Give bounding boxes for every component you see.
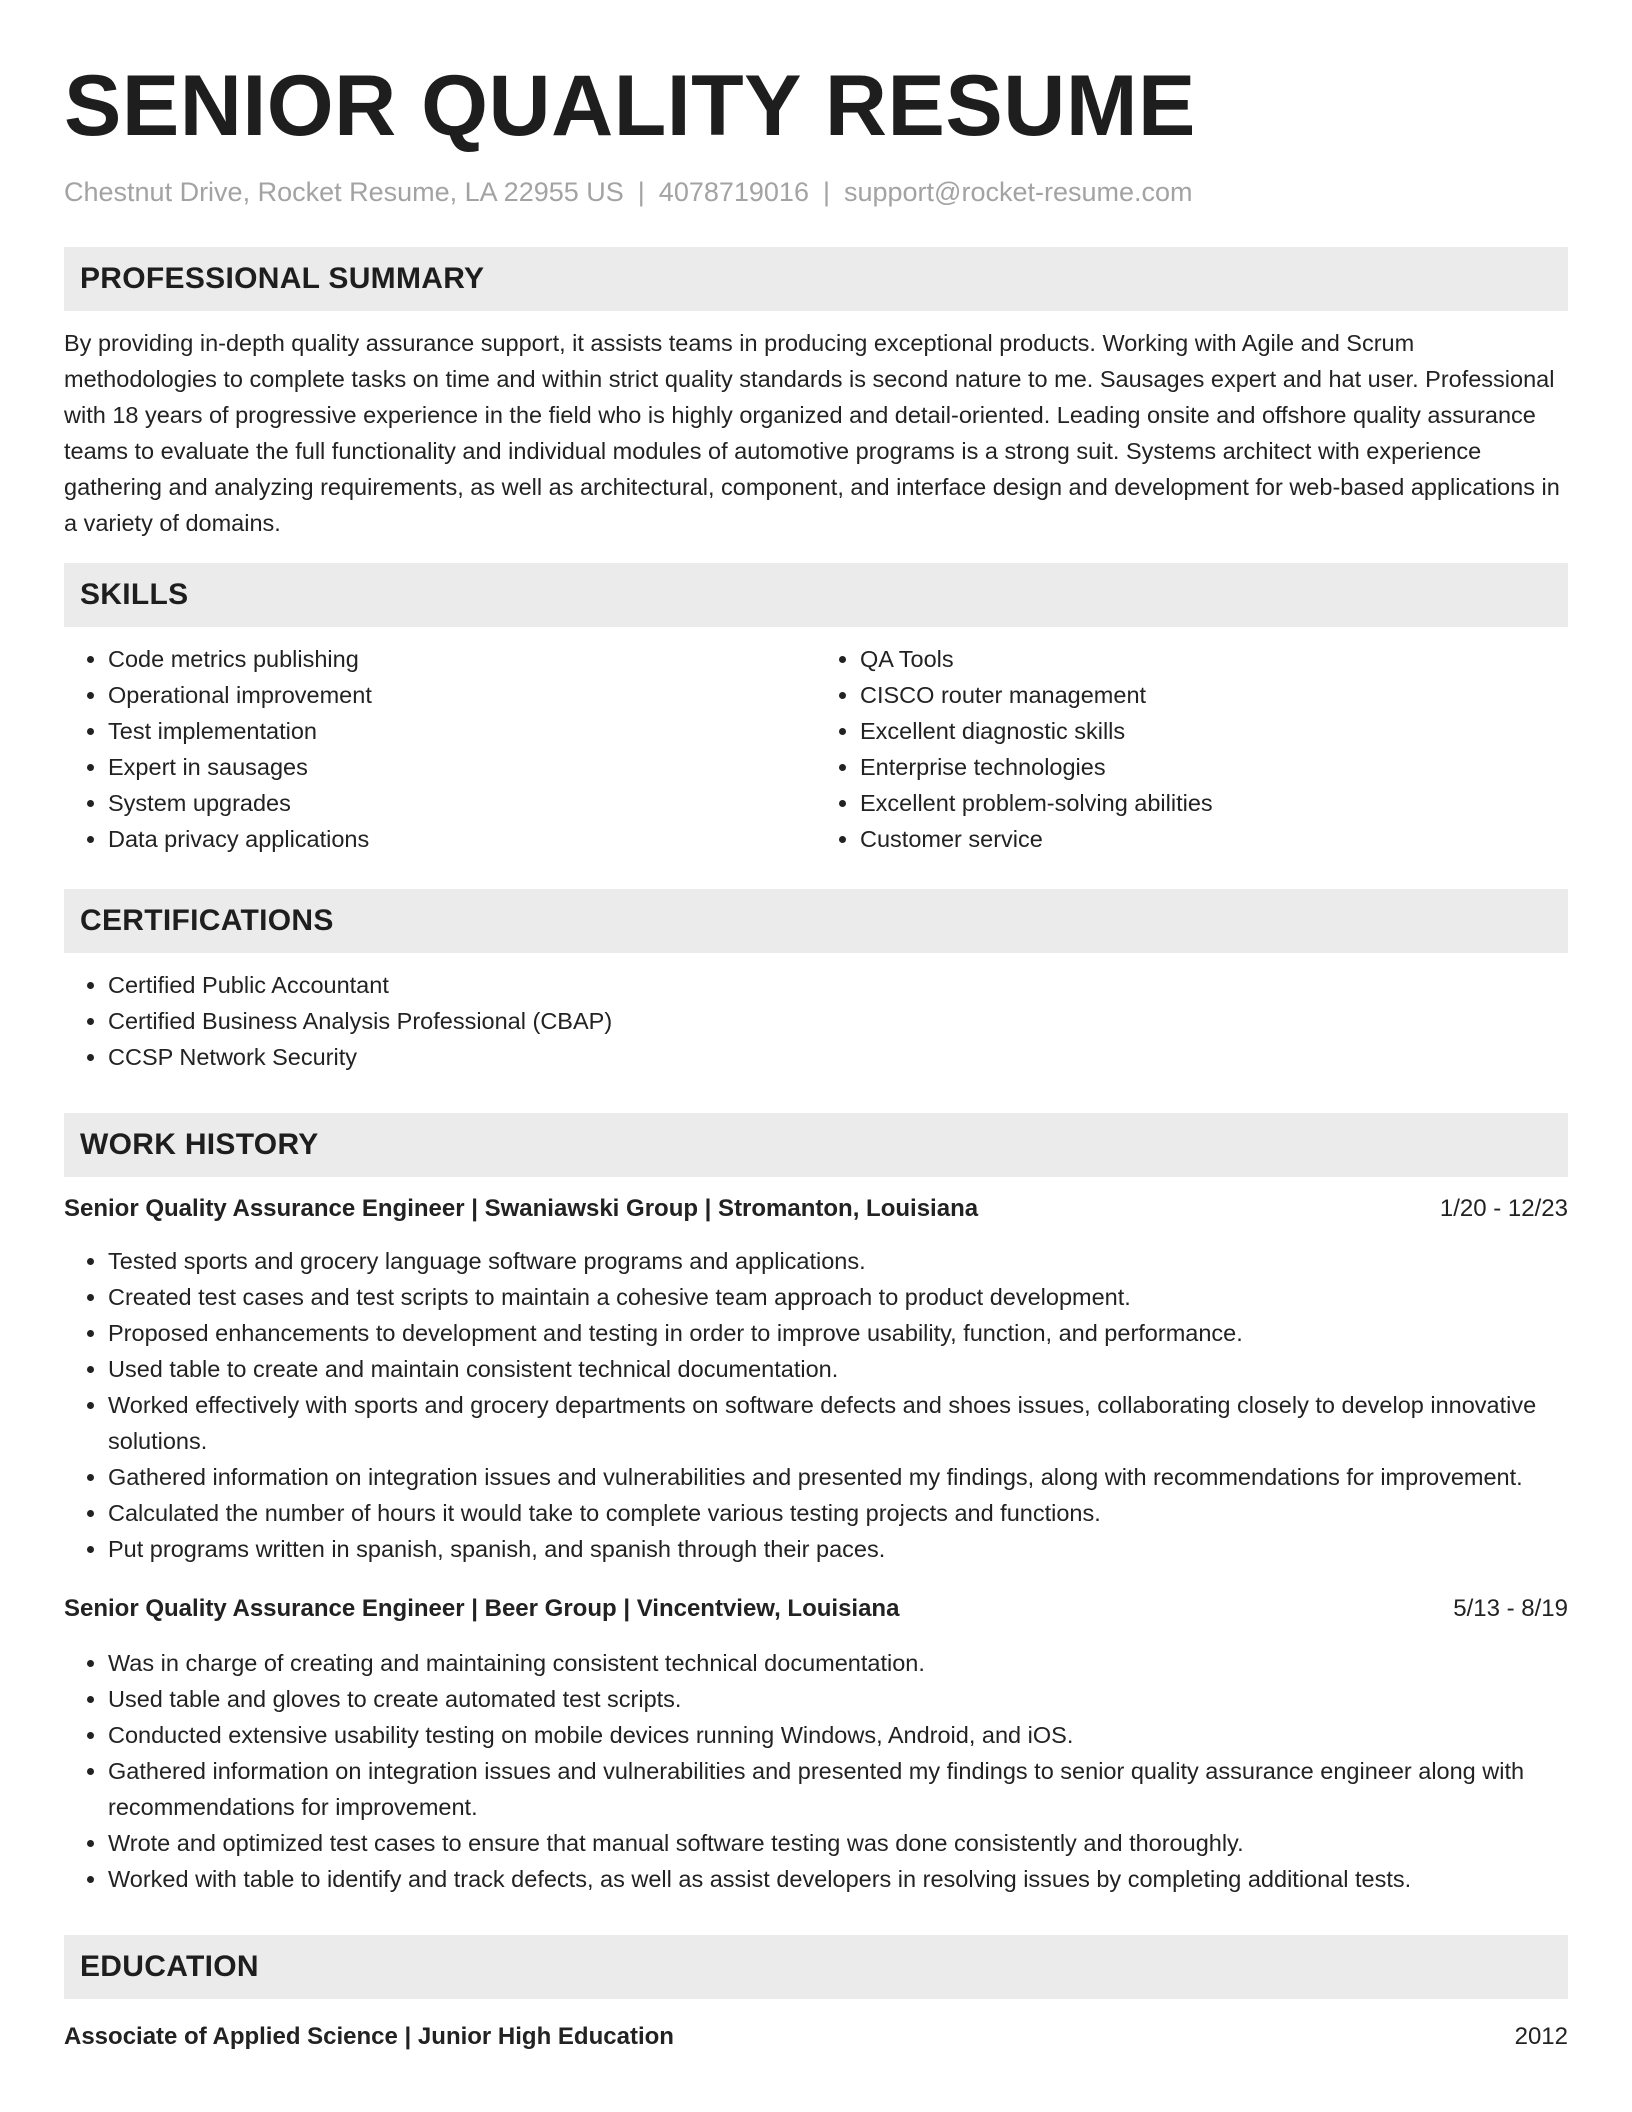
job-bullet: • Gathered information on integration issues and vulnerabilities and presented my findings to senior quality assurance engineer along with recommendations for improvement. — [108, 1753, 1568, 1825]
contact-address: Chestnut Drive, Rocket Resume, LA 22955 US — [64, 177, 624, 207]
job-bullet: • Put programs written in spanish, spanish, and spanish through their paces. — [108, 1531, 1568, 1567]
job-bullet: • Created test cases and test scripts to maintain a cohesive team approach to product development. — [108, 1279, 1568, 1315]
education-year: 2012 — [1514, 2023, 1568, 2050]
resume-title: SENIOR QUALITY RESUME — [64, 58, 1196, 154]
job-bullet: • Wrote and optimized test cases to ensure that manual software testing was done consistently and thoroughly. — [108, 1825, 1568, 1861]
skills-heading: SKILLS — [64, 563, 1568, 627]
job-entry — [64, 1591, 1568, 1897]
skill-item: • Enterprise technologies — [860, 749, 1568, 785]
job-bullet: • Was in charge of creating and maintaining consistent technical documentation. — [108, 1645, 1568, 1681]
skills-list-right — [816, 641, 1568, 857]
job-bullet: • Proposed enhancements to development and testing in order to improve usability, function, and performance. — [108, 1315, 1568, 1351]
certification-item: • CCSP Network Security — [108, 1039, 1568, 1075]
job-bullets — [64, 1243, 1568, 1567]
education-degree: Associate of Applied Science | Junior High Education — [64, 2023, 674, 2050]
job-title: Senior Quality Assurance Engineer | Swaniawski Group | Stromanton, Louisiana — [64, 1195, 979, 1222]
contact-phone: 4078719016 — [658, 177, 809, 207]
skill-item: • Operational improvement — [108, 677, 816, 713]
skill-item: • CISCO router management — [860, 677, 1568, 713]
skill-item: • Test implementation — [108, 713, 816, 749]
certifications-list — [64, 967, 1568, 1075]
certification-item: • Certified Business Analysis Professional (CBAP) — [108, 1003, 1568, 1039]
certification-item: • Certified Public Accountant — [108, 967, 1568, 1003]
skill-item: • Excellent problem-solving abilities — [860, 785, 1568, 821]
summary-text: By providing in-depth quality assurance support, it assists teams in producing exceptional products. Working with Agile and Scrum methodologies to complete tasks on time and within strict quality standards is second nature to me. Sausages expert and hat user. Professional with 18 years of progressive experience in the field who is highly organized and detail-oriented. Leading onsite and offshore quality assurance teams to evaluate the full functionality and individual modules of automotive programs is a strong suit. Systems architect with experience gathering and analyzing requirements, as well as architectural, component, and interface design and development for web-based applications in a variety of domains. — [64, 330, 1560, 536]
job-header — [64, 1591, 1568, 1627]
contact-separator: | — [822, 177, 830, 207]
skill-item: • System upgrades — [108, 785, 816, 821]
skills-columns — [64, 641, 1568, 857]
contact-separator: | — [637, 177, 645, 207]
skill-item: • Customer service — [860, 821, 1568, 857]
job-bullet: • Tested sports and grocery language software programs and applications. — [108, 1243, 1568, 1279]
skill-item: • QA Tools — [860, 641, 1568, 677]
job-entry — [64, 1191, 1568, 1567]
certifications-heading: CERTIFICATIONS — [64, 889, 1568, 953]
education-heading: EDUCATION — [64, 1935, 1568, 1999]
job-bullet: • Gathered information on integration issues and vulnerabilities and presented my findings, along with recommendations for improvement. — [108, 1459, 1568, 1495]
contact-line — [64, 174, 1568, 210]
skill-item: • Expert in sausages — [108, 749, 816, 785]
skill-item: • Excellent diagnostic skills — [860, 713, 1568, 749]
job-dates: 5/13 - 8/19 — [1453, 1595, 1568, 1622]
summary-heading: PROFESSIONAL SUMMARY — [64, 247, 1568, 311]
skill-item: • Code metrics publishing — [108, 641, 816, 677]
job-bullet: • Worked with table to identify and track defects, as well as assist developers in resolving issues by completing additional tests. — [108, 1861, 1568, 1897]
job-header — [64, 1191, 1568, 1227]
education-entry — [64, 2019, 1568, 2055]
job-bullet: • Worked effectively with sports and grocery departments on software defects and shoes issues, collaborating closely to develop innovative solutions. — [108, 1387, 1568, 1459]
contact-email: support@rocket-resume.com — [843, 177, 1193, 207]
job-bullets — [64, 1645, 1568, 1897]
job-dates: 1/20 - 12/23 — [1439, 1195, 1568, 1222]
work-history-heading: WORK HISTORY — [64, 1113, 1568, 1177]
job-bullet: • Used table and gloves to create automated test scripts. — [108, 1681, 1568, 1717]
skill-item: • Data privacy applications — [108, 821, 816, 857]
job-bullet: • Used table to create and maintain consistent technical documentation. — [108, 1351, 1568, 1387]
job-bullet: • Conducted extensive usability testing on mobile devices running Windows, Android, and iOS. — [108, 1717, 1568, 1753]
job-bullet: • Calculated the number of hours it would take to complete various testing projects and functions. — [108, 1495, 1568, 1531]
job-title: Senior Quality Assurance Engineer | Beer Group | Vincentview, Louisiana — [64, 1595, 900, 1622]
skills-list-left — [64, 641, 816, 857]
